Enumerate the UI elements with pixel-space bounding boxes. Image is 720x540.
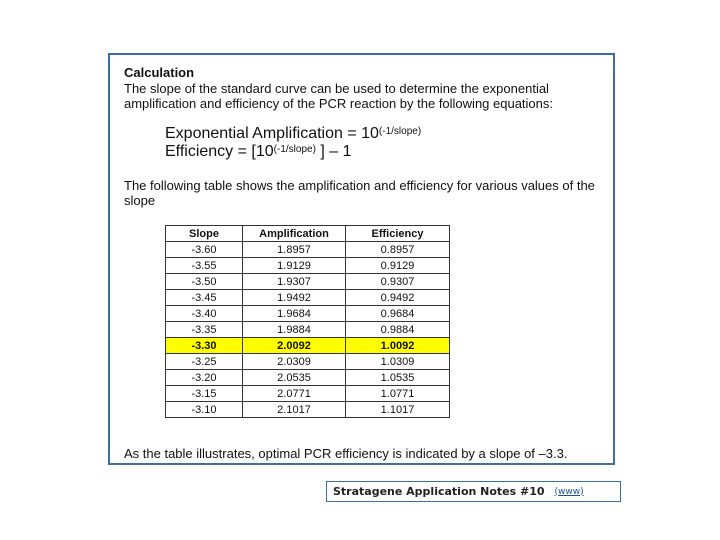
table-row [166, 402, 450, 418]
cell-efficiency: 0.9492 [346, 290, 450, 306]
equation-2-exponent: (-1/slope) [273, 144, 316, 155]
cell-slope: -3.10 [166, 402, 243, 418]
header-efficiency: Efficiency [346, 226, 450, 242]
cell-slope: -3.40 [166, 306, 243, 322]
table-row [166, 322, 450, 338]
equation-1-text: Exponential Amplification = 10 [165, 125, 379, 142]
cell-slope: -3.60 [166, 242, 243, 258]
section-heading: Calculation [124, 65, 195, 80]
cell-slope: -3.55 [166, 258, 243, 274]
cell-amplification: 2.0092 [243, 338, 346, 354]
intro-paragraph: The slope of the standard curve can be used to determine the exponential amplification and efficiency of the PCR reaction by the following equations: [124, 81, 554, 111]
slope-table [165, 225, 450, 418]
cell-efficiency: 1.0309 [346, 354, 450, 370]
amplification-equation [165, 125, 421, 143]
cell-amplification: 1.9684 [243, 306, 346, 322]
table-intro-paragraph: The following table shows the amplification and efficiency for various values of the slope [124, 178, 595, 208]
cell-amplification: 2.0309 [243, 354, 346, 370]
cell-efficiency: 0.8957 [346, 242, 450, 258]
table-row [166, 386, 450, 402]
equation-2-suffix: ] – 1 [315, 143, 352, 160]
cell-slope: -3.15 [166, 386, 243, 402]
cell-efficiency: 0.9884 [346, 322, 450, 338]
cell-amplification: 1.9307 [243, 274, 346, 290]
header-amplification: Amplification [243, 226, 346, 242]
cell-slope: -3.50 [166, 274, 243, 290]
cell-efficiency: 1.0771 [346, 386, 450, 402]
header-slope: Slope [166, 226, 243, 242]
cell-slope: -3.25 [166, 354, 243, 370]
efficiency-equation [165, 143, 351, 161]
table-row [166, 258, 450, 274]
cell-slope: -3.35 [166, 322, 243, 338]
cell-amplification: 1.8957 [243, 242, 346, 258]
table-row [166, 370, 450, 386]
table-header-row [166, 226, 450, 242]
cell-amplification: 1.9129 [243, 258, 346, 274]
cell-amplification: 2.0535 [243, 370, 346, 386]
cell-efficiency: 0.9307 [346, 274, 450, 290]
source-link[interactable]: (www) [554, 486, 584, 497]
cell-slope: -3.30 [166, 338, 243, 354]
table-row [166, 242, 450, 258]
cell-efficiency: 1.0535 [346, 370, 450, 386]
cell-slope: -3.20 [166, 370, 243, 386]
cell-amplification: 2.1017 [243, 402, 346, 418]
source-label: Stratagene Application Notes #10 [333, 485, 545, 498]
cell-amplification: 1.9492 [243, 290, 346, 306]
table-row [166, 274, 450, 290]
cell-slope: -3.45 [166, 290, 243, 306]
cell-amplification: 2.0771 [243, 386, 346, 402]
table-row [166, 354, 450, 370]
equation-1-exponent: (-1/slope) [378, 126, 422, 137]
cell-efficiency: 0.9129 [346, 258, 450, 274]
source-citation [326, 481, 621, 502]
cell-amplification: 1.9884 [243, 322, 346, 338]
table-row-highlighted [166, 338, 450, 354]
table-row [166, 306, 450, 322]
cell-efficiency: 1.0092 [346, 338, 450, 354]
cell-efficiency: 1.1017 [346, 402, 450, 418]
cell-efficiency: 0.9684 [346, 306, 450, 322]
table-row [166, 290, 450, 306]
document-frame [108, 53, 615, 465]
conclusion-text: As the table illustrates, optimal PCR efficiency is indicated by a slope of –3.3. [124, 446, 568, 461]
equation-2-text: Efficiency = [10 [165, 143, 274, 160]
